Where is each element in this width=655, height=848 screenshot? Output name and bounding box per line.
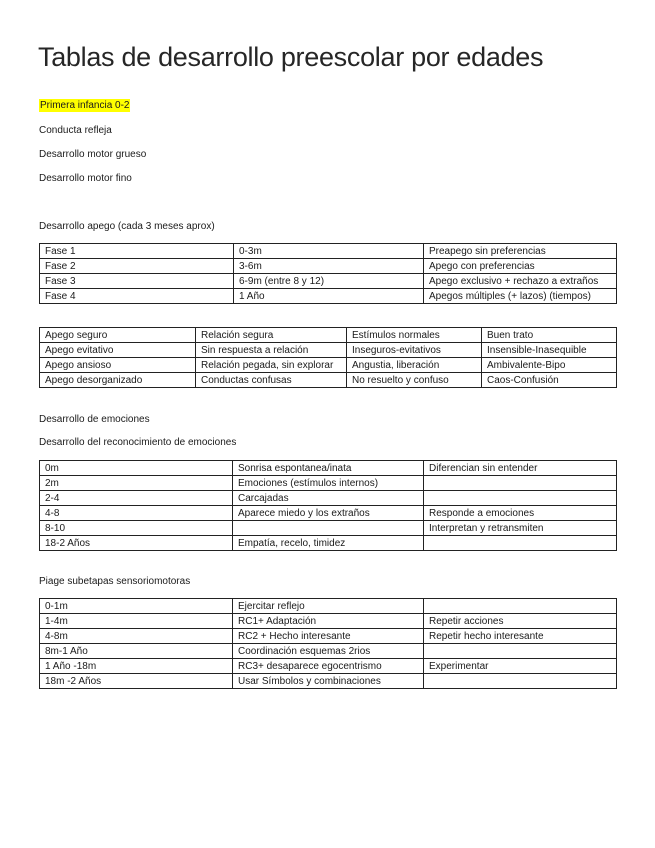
table-row bbox=[40, 599, 617, 614]
table-cell: 3-6m bbox=[234, 259, 424, 274]
text-line: Desarrollo motor grueso bbox=[39, 149, 147, 160]
table-row bbox=[40, 476, 617, 491]
table-cell: Fase 1 bbox=[40, 244, 234, 259]
table-cell: Carcajadas bbox=[233, 491, 424, 506]
table-cell: 1-4m bbox=[40, 614, 233, 629]
table-cell: Interpretan y retransmiten bbox=[424, 521, 617, 536]
table-cell: Apego desorganizado bbox=[40, 373, 196, 388]
table-cell: Responde a emociones bbox=[424, 506, 617, 521]
table-cell: Fase 3 bbox=[40, 274, 234, 289]
table-cell: Empatía, recelo, timidez bbox=[233, 536, 424, 551]
table-cell: 1 Año bbox=[234, 289, 424, 304]
section-heading-primera-infancia bbox=[39, 100, 130, 111]
table-row bbox=[40, 644, 617, 659]
table-cell: Sonrisa espontanea/inata bbox=[233, 461, 424, 476]
table-row bbox=[40, 506, 617, 521]
table-cell: 0m bbox=[40, 461, 233, 476]
section-heading-reconocimiento: Desarrollo del reconocimiento de emociones bbox=[39, 437, 237, 448]
table-row bbox=[40, 536, 617, 551]
table-cell bbox=[424, 599, 617, 614]
table-cell: Repetir acciones bbox=[424, 614, 617, 629]
table-cell: Apego evitativo bbox=[40, 343, 196, 358]
table-cell: 8m-1 Año bbox=[40, 644, 233, 659]
table-cell: Fase 4 bbox=[40, 289, 234, 304]
table-cell: Relación segura bbox=[196, 328, 347, 343]
table-cell bbox=[424, 476, 617, 491]
section-heading-apego: Desarrollo apego (cada 3 meses aprox) bbox=[39, 221, 215, 232]
table-row bbox=[40, 328, 617, 343]
table-row bbox=[40, 659, 617, 674]
text-line: Desarrollo motor fino bbox=[39, 173, 132, 184]
table-cell: 2-4 bbox=[40, 491, 233, 506]
table-body bbox=[40, 328, 617, 388]
table-cell: Conductas confusas bbox=[196, 373, 347, 388]
table-cell: 1 Año -18m bbox=[40, 659, 233, 674]
highlighted-text: Primera infancia 0-2 bbox=[40, 100, 130, 111]
table-cell: 0-3m bbox=[234, 244, 424, 259]
table-cell: 18-2 Años bbox=[40, 536, 233, 551]
table-cell: Apego ansioso bbox=[40, 358, 196, 373]
table-cell: Emociones (estímulos internos) bbox=[233, 476, 424, 491]
table-row bbox=[40, 461, 617, 476]
table-body bbox=[40, 244, 617, 304]
table-cell: Fase 2 bbox=[40, 259, 234, 274]
table-body bbox=[40, 461, 617, 551]
table-cell bbox=[424, 536, 617, 551]
table-body bbox=[40, 599, 617, 689]
table-cell: Apego seguro bbox=[40, 328, 196, 343]
table-cell bbox=[424, 491, 617, 506]
table-cell: RC1+ Adaptación bbox=[233, 614, 424, 629]
piage-table bbox=[39, 598, 617, 689]
table-cell: Insensible-Inasequible bbox=[482, 343, 617, 358]
section-heading-emociones: Desarrollo de emociones bbox=[39, 414, 150, 425]
table-cell: No resuelto y confuso bbox=[347, 373, 482, 388]
table-cell: Coordinación esquemas 2rios bbox=[233, 644, 424, 659]
table-cell: Apego exclusivo + rechazo a extraños bbox=[424, 274, 617, 289]
table-cell: Apego con preferencias bbox=[424, 259, 617, 274]
table-cell bbox=[424, 674, 617, 689]
table-cell: 4-8m bbox=[40, 629, 233, 644]
section-heading-piage: Piage subetapas sensoriomotoras bbox=[39, 576, 191, 587]
table-cell: Angustia, liberación bbox=[347, 358, 482, 373]
table-cell: Preapego sin preferencias bbox=[424, 244, 617, 259]
table-row bbox=[40, 614, 617, 629]
table-row bbox=[40, 343, 617, 358]
table-cell: RC2 + Hecho interesante bbox=[233, 629, 424, 644]
table-cell: 6-9m (entre 8 y 12) bbox=[234, 274, 424, 289]
table-cell: Ambivalente-Bipo bbox=[482, 358, 617, 373]
table-cell bbox=[233, 521, 424, 536]
fases-apego-table bbox=[39, 243, 617, 304]
table-cell: 8-10 bbox=[40, 521, 233, 536]
table-cell: Ejercitar reflejo bbox=[233, 599, 424, 614]
table-cell: 18m -2 Años bbox=[40, 674, 233, 689]
table-row bbox=[40, 259, 617, 274]
table-cell: Buen trato bbox=[482, 328, 617, 343]
table-row bbox=[40, 629, 617, 644]
table-cell: Experimentar bbox=[424, 659, 617, 674]
table-row bbox=[40, 521, 617, 536]
table-cell: Usar Símbolos y combinaciones bbox=[233, 674, 424, 689]
table-row bbox=[40, 244, 617, 259]
table-cell: Repetir hecho interesante bbox=[424, 629, 617, 644]
table-row bbox=[40, 274, 617, 289]
page-title: Tablas de desarrollo preescolar por edades bbox=[38, 42, 544, 72]
table-cell: Diferencian sin entender bbox=[424, 461, 617, 476]
table-cell: Caos-Confusión bbox=[482, 373, 617, 388]
table-cell: 4-8 bbox=[40, 506, 233, 521]
text-line: Conducta refleja bbox=[39, 125, 112, 136]
table-cell: Relación pegada, sin explorar bbox=[196, 358, 347, 373]
table-cell: Estímulos normales bbox=[347, 328, 482, 343]
table-row bbox=[40, 674, 617, 689]
table-cell: Aparece miedo y los extraños bbox=[233, 506, 424, 521]
table-cell: RC3+ desaparece egocentrismo bbox=[233, 659, 424, 674]
table-cell bbox=[424, 644, 617, 659]
table-cell: 0-1m bbox=[40, 599, 233, 614]
table-row bbox=[40, 289, 617, 304]
table-cell: Inseguros-evitativos bbox=[347, 343, 482, 358]
table-row bbox=[40, 491, 617, 506]
table-cell: 2m bbox=[40, 476, 233, 491]
emociones-table bbox=[39, 460, 617, 551]
table-cell: Sin respuesta a relación bbox=[196, 343, 347, 358]
table-row bbox=[40, 358, 617, 373]
tipos-apego-table bbox=[39, 327, 617, 388]
table-row bbox=[40, 373, 617, 388]
table-cell: Apegos múltiples (+ lazos) (tiempos) bbox=[424, 289, 617, 304]
